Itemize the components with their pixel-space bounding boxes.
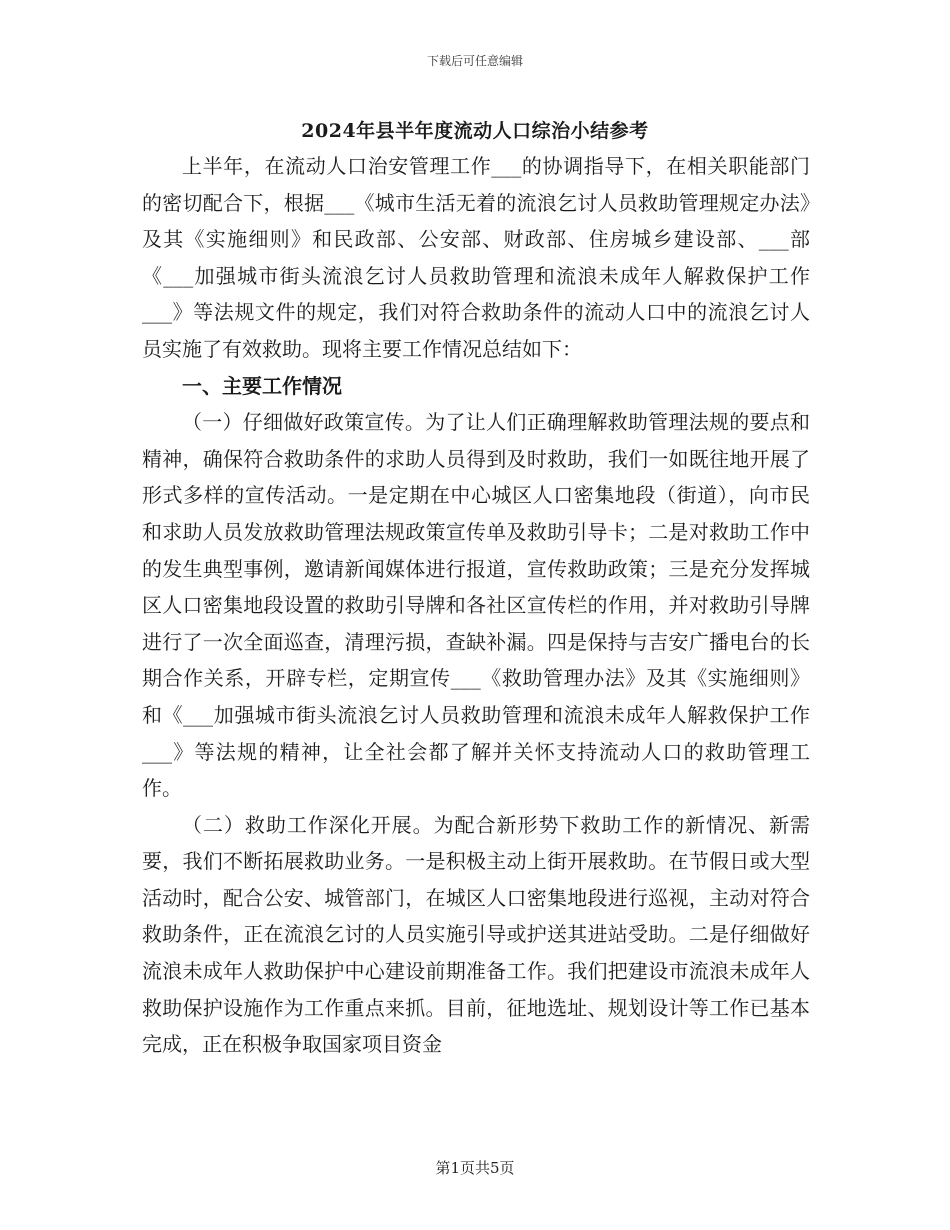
page-number: 第1页共5页 [435,1159,515,1177]
document-body [142,148,810,1063]
document-title: 2024年县半年度流动人口综治小结参考 [301,120,649,142]
section-heading: 一、主要工作情况 [182,373,342,398]
paragraph-rescue-work: （二）救助工作深化开展。为配合新形势下救助工作的新情况、新需要，我们不断拓展救助业务。一是积极主动上街开展救助。在节假日或大型活动时，配合公安、城管部门，在城区人口密集地段进行巡视，主动对符合救助条件，正在流浪乞讨的人员实施引导或护送其进站受助。二是仔细做好流浪未成年人救助保护中心建设前期准备工作。我们把建设市流浪未成年人救助保护设施作为工作重点来抓。目前，征地选址、规划设计等工作已基本完成，正在积极争取国家项目资金 [142,812,810,1057]
intro-paragraph: 上半年，在流动人口治安管理工作___的协调指导下，在相关职能部门的密切配合下，根据___《城市生活无着的流浪乞讨人员救助管理规定办法》及其《实施细则》和民政部、公安部、财政部、住房城乡建设部、___部《___加强城市街头流浪乞讨人员救助管理和流浪未成年人解救保护工作___》等法规文件的规定，我们对符合救助条件的流动人口中的流浪乞讨人员实施了有效救助。现将主要工作情况总结如下： [142,154,810,361]
page-header-note: 下载后可任意编辑 [426,54,523,68]
paragraph-policy-publicity: （一）仔细做好政策宣传。为了让人们正确理解救助管理法规的要点和精神，确保符合救助条件的求助人员得到及时救助，我们一如既往地开展了形式多样的宣传活动。一是定期在中心城区人口密集地段（街道），向市民和求助人员发放救助管理法规政策宣传单及救助引导卡；二是对救助工作中的发生典型事例，邀请新闻媒体进行报道，宣传救助政策；三是充分发挥城区人口密集地段设置的救助引导牌和各社区宣传栏的作用，并对救助引导牌进行了一次全面巡查，清理污损，查缺补漏。四是保持与吉安广播电台的长期合作关系，开辟专栏，定期宣传___《救助管理办法》及其《实施细则》和《___加强城市街头流浪乞讨人员救助管理和流浪未成年人解救保护工作___》等法规的精神，让全社会都了解并关怀支持流动人口的救助管理工作。 [142,410,810,801]
